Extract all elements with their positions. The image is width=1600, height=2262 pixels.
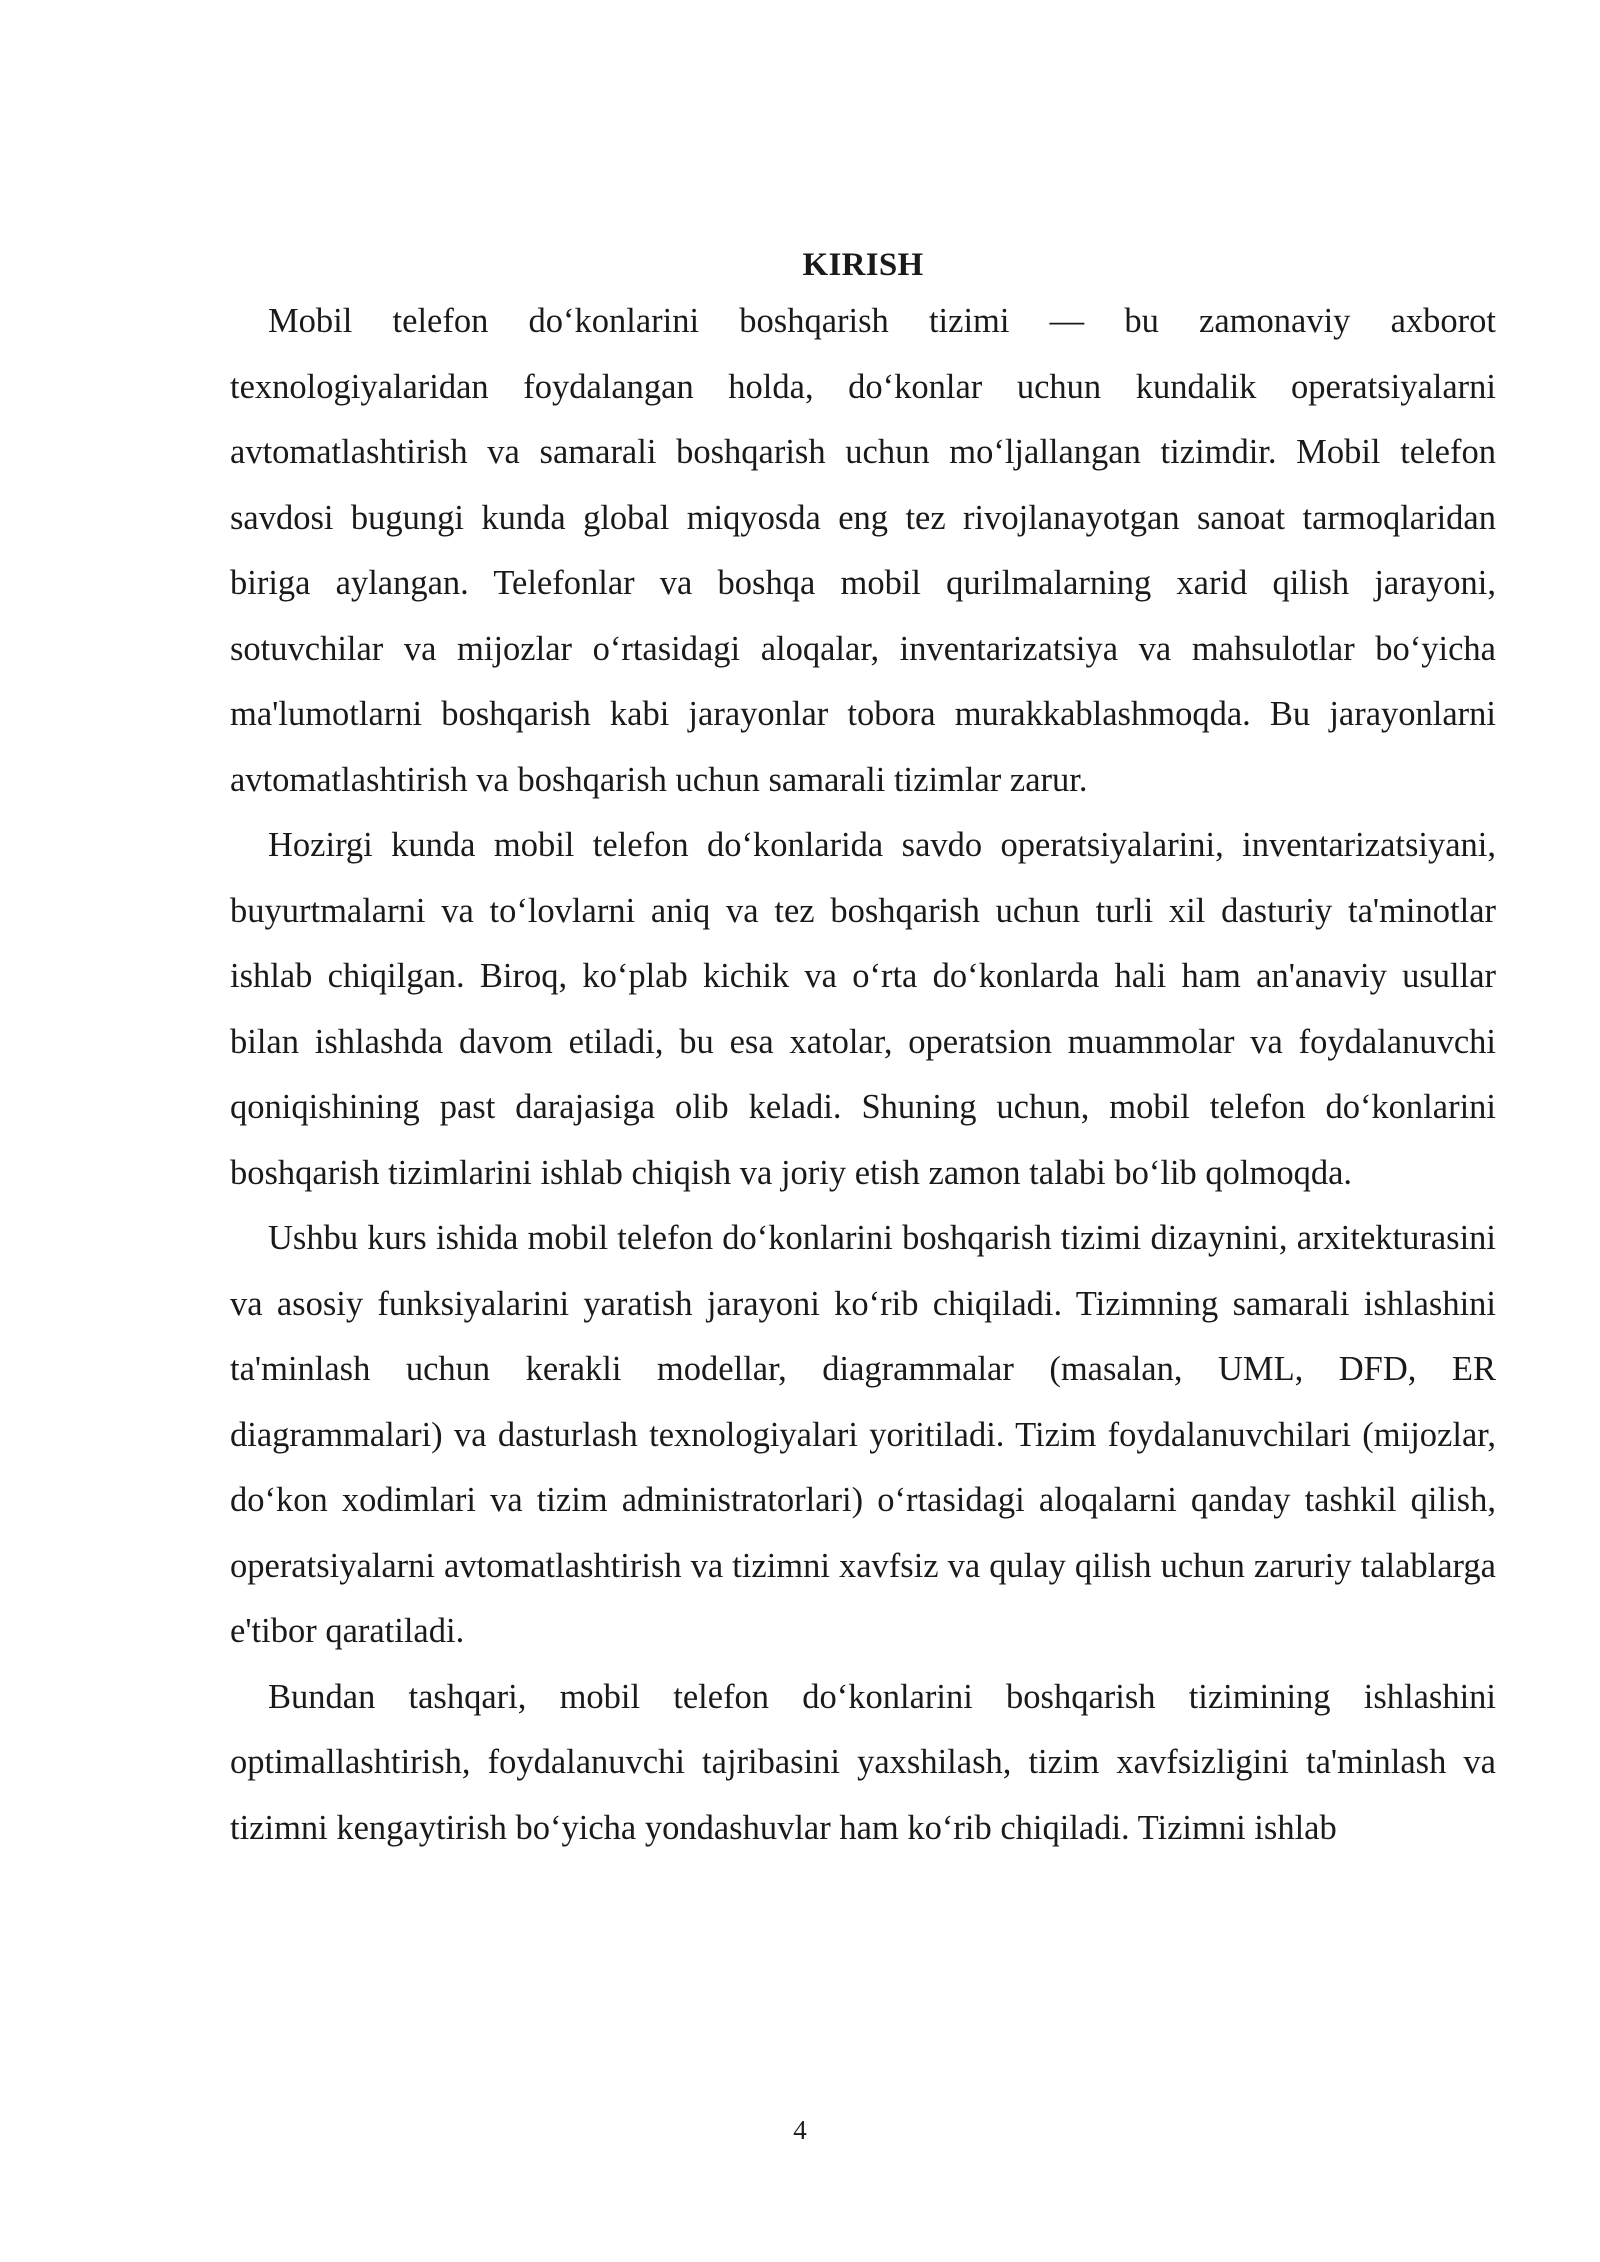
- paragraph-1: Mobil telefon do‘konlarini boshqarish tizimi — bu zamonaviy axborot texnologiyalaridan foydalangan holda, do‘konlar uchun kundalik operatsiyalarni avtomatlashtirish va samarali boshqarish uchun mo‘ljallangan tizimdir. Mobil telefon savdosi bugungi kunda global miqyosda eng tez rivojlanayotgan sanoat tarmoqlaridan biriga aylangan. Telefonlar va boshqa mobil qurilmalarning xarid qilish jarayoni, sotuvchilar va mijozlar o‘rtasidagi aloqalar, inventarizatsiya va mahsulotlar bo‘yicha ma'lumotlarni boshqarish kabi jarayonlar tobora murakkablashmoqda. Bu jarayonlarni avtomatlashtirish va boshqarish uchun samarali tizimlar zarur.: [230, 302, 1496, 799]
- paragraph-4: Bundan tashqari, mobil telefon do‘konlarini boshqarish tizimining ishlashini optimallashtirish, foydalanuvchi tajribasini yaxshilash, tizim xavfsizligini ta'minlash va tizimni kengaytirish bo‘yicha yondashuvlar ham ko‘rib chiqiladi. Tizimni ishlab: [230, 1677, 1496, 1847]
- paragraph-3: Ushbu kurs ishida mobil telefon do‘konlarini boshqarish tizimi dizaynini, arxitekturasini va asosiy funksiyalarini yaratish jarayoni ko‘rib chiqiladi. Tizimning samarali ishlashini ta'minlash uchun kerakli modellar, diagrammalar (masalan, UML, DFD, ER diagrammalari) va dasturlash texnologiyalari yoritiladi. Tizim foydalanuvchilari (mijozlar, do‘kon xodimlari va tizim administratorlari) o‘rtasidagi aloqalarni qanday tashkil qilish, operatsiyalarni avtomatlashtirish va tizimni xavfsiz va qulay qilish uchun zaruriy talablarga e'tibor qaratiladi.: [230, 1219, 1496, 1650]
- paragraph-2: Hozirgi kunda mobil telefon do‘konlarida savdo operatsiyalarini, inventarizatsiyani, buyurtmalarni va to‘lovlarni aniq va tez boshqarish uchun turli xil dasturiy ta'minotlar ishlab chiqilgan. Biroq, ko‘plab kichik va o‘rta do‘konlarda hali ham an'anaviy usullar bilan ishlashda davom etiladi, bu esa xatolar, operatsion muammolar va foydalanuvchi qoniqishining past darajasiga olib keladi. Shuning uchun, mobil telefon do‘konlarini boshqarish tizimlarini ishlab chiqish va joriy etish zamon talabi bo‘lib qolmoqda.: [230, 826, 1496, 1192]
- page-content: [230, 245, 1496, 1861]
- section-title: KIRISH: [802, 247, 924, 283]
- page-number: 4: [793, 2115, 807, 2145]
